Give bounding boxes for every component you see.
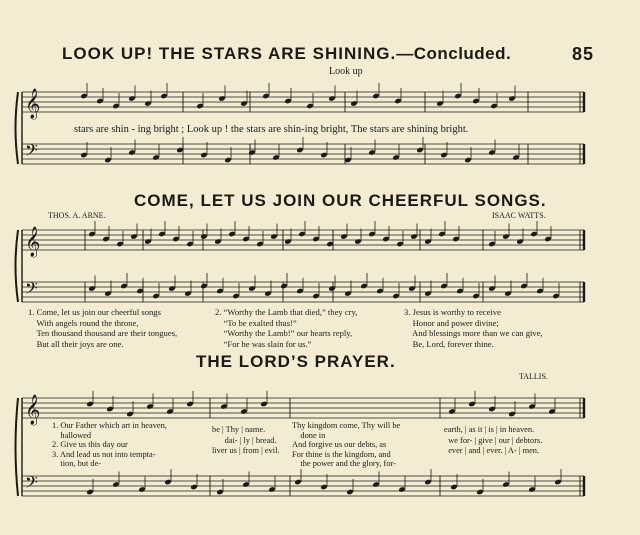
hymn1-lyrics: stars are shin - ing bright ; Look up ! the stars are shin-ing bright, The stars are shining bright. xyxy=(74,124,469,135)
hymn3-title: THE LORD’S PRAYER. xyxy=(196,352,396,371)
hymn2-bass-clef: 𝄢 xyxy=(25,278,38,302)
hymn2-treble-clef: 𝄞 xyxy=(25,227,41,257)
hymn2-brace xyxy=(16,230,19,302)
chant-col-1: 1. Our Father which art in heaven, hallowed 2. Give us this day our 3. And lead us not into tempta- tion, but de- xyxy=(52,421,167,469)
hymn3-treble-clef: 𝄞 xyxy=(25,395,41,425)
hymn1-treble-clef: 𝄞 xyxy=(25,89,41,119)
chant-col-2: be | Thy | name. dai- | ly | bread. liver us | from | evil. xyxy=(212,425,280,455)
header-suffix: —Concluded. xyxy=(396,44,512,63)
direction-look-up: Look up xyxy=(329,66,363,77)
chant-col-4: earth, | as it | is | in heaven. we for- | give | our | debtors. ever | and | ever. | A- | men. xyxy=(444,425,543,455)
hymn3-bass-clef: 𝄢 xyxy=(25,472,38,496)
header-title: LOOK UP! THE STARS ARE SHINING. xyxy=(62,44,397,63)
chant-col-3: Thy kingdom come, Thy will be done in And forgive us our debts, as For thine is the kingdom, and the power and the glory, for- xyxy=(292,421,401,469)
hymn1-brace xyxy=(16,92,19,164)
hymn1-bass-clef: 𝄢 xyxy=(25,140,38,164)
hymn2-verse-2: 2. “Worthy the Lamb that died,” they cry, “To be exalted thus!” “Worthy the Lamb!” our hearts reply, “For he was slain for us.” xyxy=(215,307,358,349)
hymn2-author: ISAAC WATTS. xyxy=(492,211,546,220)
hymn3-composer: TALLIS. xyxy=(519,372,548,381)
hymn2-title: COME, LET US JOIN OUR CHEERFUL SONGS. xyxy=(134,191,547,210)
page-header xyxy=(62,44,511,64)
hymn2-composer: THOS. A. ARNE. xyxy=(48,211,106,220)
page-number: 85 xyxy=(572,44,595,64)
hymn3-brace xyxy=(16,398,19,496)
hymn2-verse-1: 1. Come, let us join our cheerful songs With angels round the throne, Ten thousand thousand are their tongues, But all their joys are one. xyxy=(28,307,178,349)
hymn2-verse-3: 3. Jesus is worthy to receive Honor and power divine; And blessings more than we can give, Be, Lord, forever thine. xyxy=(404,307,543,349)
